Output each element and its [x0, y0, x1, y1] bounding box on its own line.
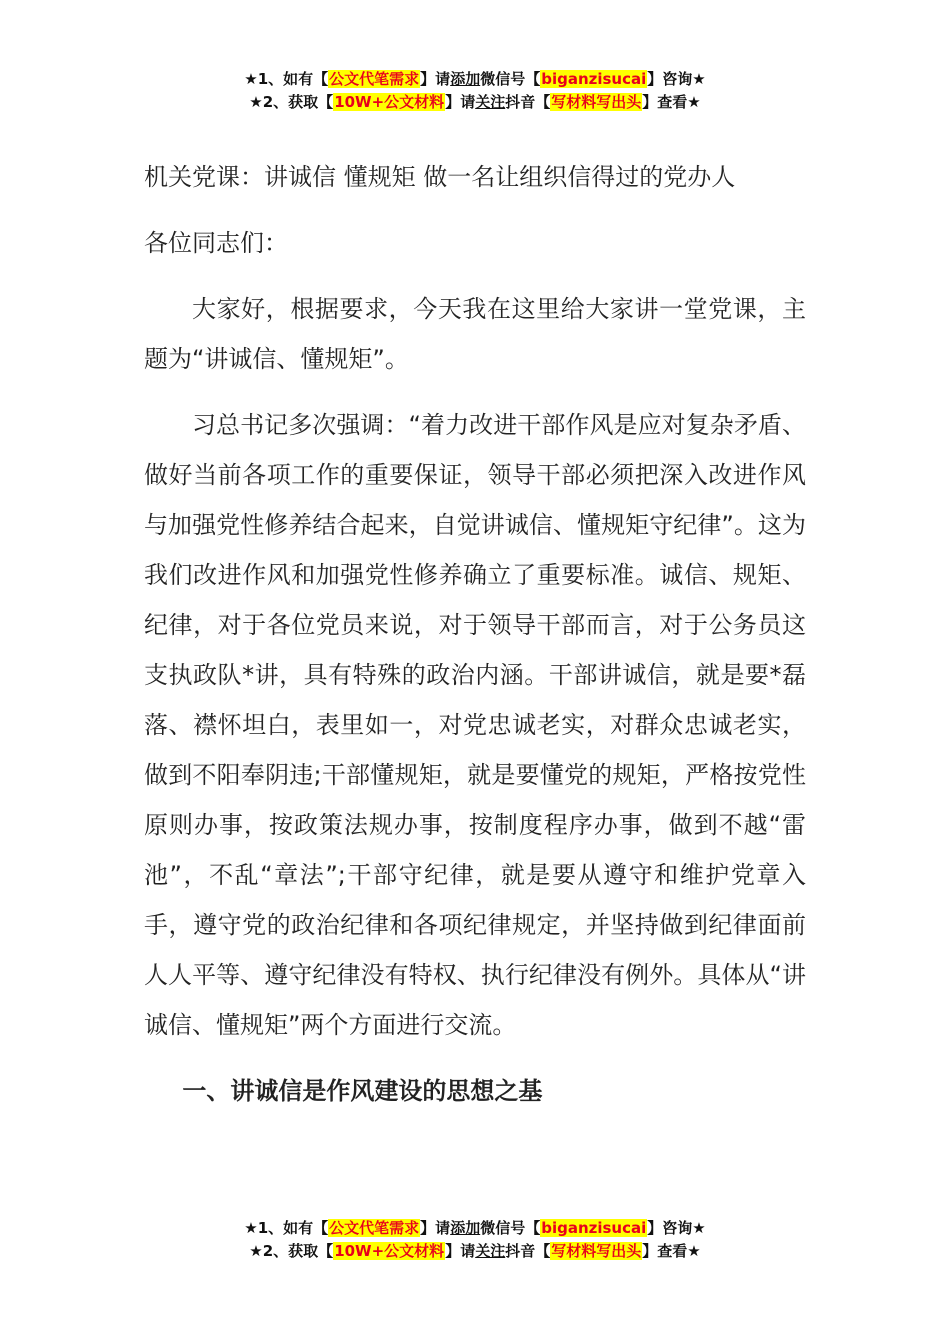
banner-line-1: ★1、如有【公文代笔需求】请添加微信号【biganzisucai】咨询★	[244, 70, 706, 88]
top-banner	[0, 68, 950, 114]
banner-line-2: ★2、获取【10W+公文材料】请关注抖音【写材料写出头】查看★	[249, 93, 701, 111]
banner-highlight-douyin: 写材料写出头	[551, 93, 642, 111]
banner-line-1: ★1、如有【公文代笔需求】请添加微信号【biganzisucai】咨询★	[244, 1219, 706, 1237]
salutation: 各位同志们：	[144, 229, 288, 257]
banner-highlight-douyin: 写材料写出头	[551, 1242, 642, 1260]
banner-highlight-service: 公文代笔需求	[329, 1219, 420, 1237]
banner-highlight-wechat-id: biganzisucai	[541, 70, 647, 88]
section-heading-1: 一、讲诚信是作风建设的思想之基	[182, 1077, 543, 1105]
paragraph-body: 习总书记多次强调：“着力改进干部作风是应对复杂矛盾、做好当前各项工作的重要保证，领导干部必须把深入改进作风与加强党性修养结合起来，自觉讲诚信、懂规矩守纪律”。这为我们改进作风和加强党性修养确立了重要标准。诚信、规矩、纪律，对于各位党员来说，对于领导干部而言，对于公务员这支执政队*讲，具有特殊的政治内涵。干部讲诚信，就是要*磊落、襟怀坦白，表里如一，对党忠诚老实，对群众忠诚老实，做到不阳奉阴违;干部懂规矩，就是要懂党的规矩，严格按党性原则办事，按政策法规办事，按制度程序办事，做到不越“雷池”，不乱“章法”;干部守纪律，就是要从遵守和维护党章入手，遵守党的政治纪律和各项纪律规定，并坚持做到纪律面前人人平等、遵守纪律没有特权、执行纪律没有例外。具体从“讲诚信、懂规矩”两个方面进行交流。	[144, 411, 806, 1039]
paragraph-intro: 大家好，根据要求，今天我在这里给大家讲一堂党课，主题为“讲诚信、懂规矩”。	[144, 295, 806, 373]
bottom-banner	[0, 1217, 950, 1263]
document-title: 机关党课：讲诚信 懂规矩 做一名让组织信得过的党办人	[144, 163, 736, 191]
banner-highlight-materials: 10W+公文材料	[334, 93, 445, 111]
banner-highlight-service: 公文代笔需求	[329, 70, 420, 88]
banner-highlight-wechat-id: biganzisucai	[541, 1219, 647, 1237]
document-body	[144, 152, 806, 1116]
banner-line-2: ★2、获取【10W+公文材料】请关注抖音【写材料写出头】查看★	[249, 1242, 701, 1260]
banner-highlight-materials: 10W+公文材料	[334, 1242, 445, 1260]
